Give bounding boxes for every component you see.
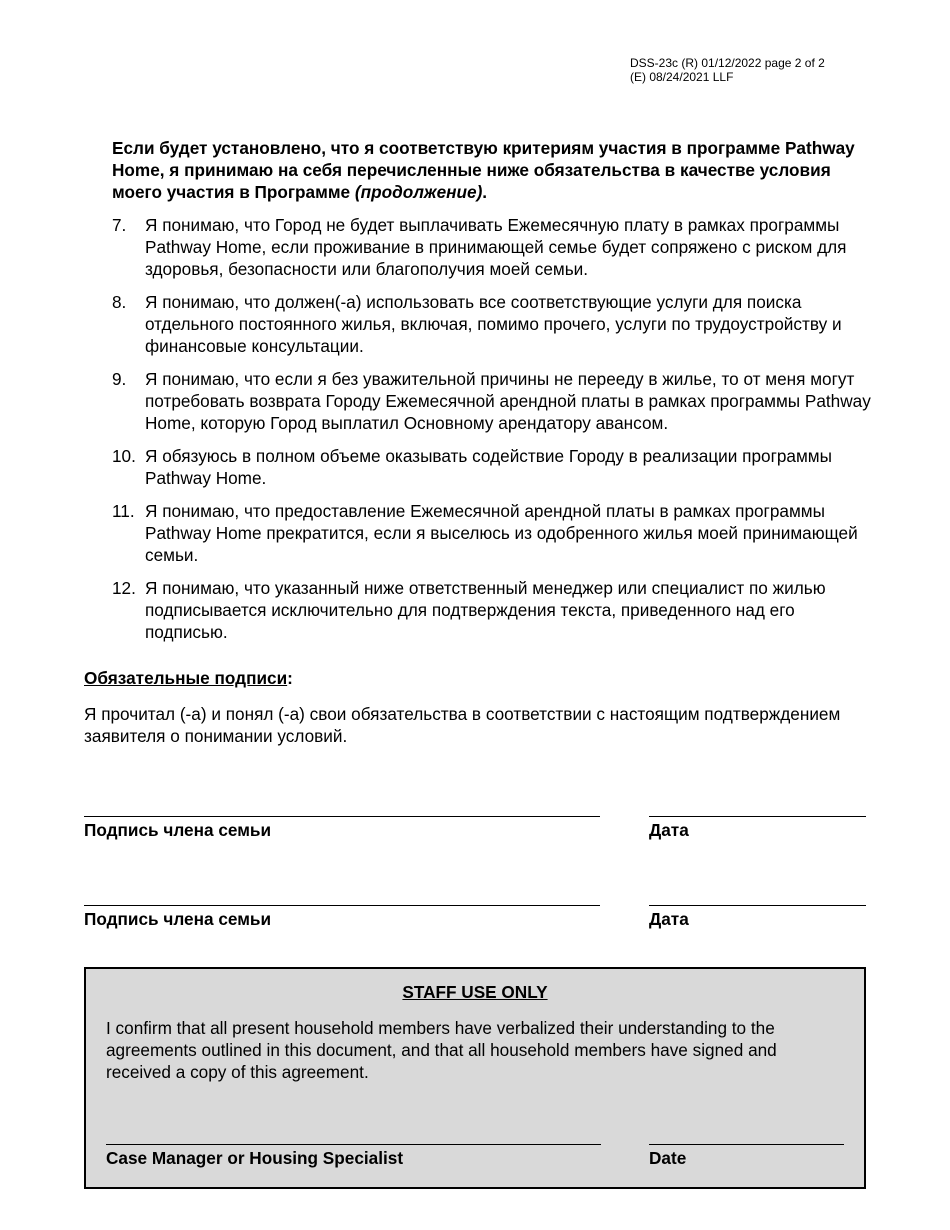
obligations-list	[112, 214, 882, 654]
item-text: Я понимаю, что Город не будет выплачивать Ежемесячную плату в рамках программы Pathway Home, если проживание в принимающей семье будет сопряжено с риском для здоровья, безопасности или благополучия моей семьи.	[145, 215, 847, 279]
item-number: 7.	[112, 215, 127, 235]
date-line-1[interactable]	[649, 816, 866, 817]
staff-date-label: Date	[649, 1148, 687, 1168]
date-label-2: Дата	[649, 909, 689, 929]
staff-confirmation-text: I confirm that all present household members have verbalized their understanding to the agreements outlined in this document, and that all household members have signed and received a copy of this agreement.	[106, 1018, 777, 1082]
intro-period: .	[482, 182, 488, 202]
list-item	[112, 214, 882, 280]
item-number: 11.	[112, 501, 135, 521]
list-item	[112, 368, 882, 434]
form-code-line-1: DSS-23c (R) 01/12/2022 page 2 of 2	[630, 56, 825, 70]
date-label-1: Дата	[649, 820, 689, 840]
intro-paragraph	[112, 137, 872, 203]
list-item	[112, 577, 882, 643]
item-text: Я понимаю, что если я без уважительной причины не перееду в жилье, то от меня могут потребовать возврата Городу Ежемесячной арендной платы в рамках программы Pathway Home, которую Город выплатил Основному арендатору авансом.	[145, 369, 871, 433]
intro-text: Если будет установлено, что я соответствую критериям участия в программе Pathway Home, я принимаю на себя перечисленные ниже обязательства в качестве условия моего участия в Программе	[112, 138, 855, 202]
item-number: 10.	[112, 446, 136, 466]
signatures-heading-colon: :	[287, 668, 293, 688]
manager-signature-line[interactable]	[106, 1144, 601, 1145]
staff-use-box	[84, 967, 866, 1189]
signatures-heading	[84, 668, 293, 689]
item-text: Я понимаю, что предоставление Ежемесячной арендной платы в рамках программы Pathway Home прекратится, если я выселюсь из одобренного жилья моей принимающей семьи.	[145, 501, 858, 565]
form-code	[630, 56, 825, 84]
member-signature-label-1: Подпись члена семьи	[84, 820, 272, 840]
member-signature-line-1[interactable]	[84, 816, 600, 817]
item-text: Я обязуюсь в полном объеме оказывать содействие Городу в реализации программы Pathway Home.	[145, 446, 832, 488]
member-signature-label-2: Подпись члена семьи	[84, 909, 272, 929]
item-text: Я понимаю, что указанный ниже ответственный менеджер или специалист по жилью подписывается исключительно для подтверждения текста, приведенного над его подписью.	[145, 578, 826, 642]
acknowledgement-text: Я прочитал (-а) и понял (-а) свои обязательства в соответствии с настоящим подтверждением заявителя о понимании условий.	[84, 704, 841, 746]
date-line-2[interactable]	[649, 905, 866, 906]
list-item	[112, 445, 882, 489]
item-text: Я понимаю, что должен(-а) использовать все соответствующие услуги для поиска отдельного постоянного жилья, включая, помимо прочего, услуги по трудоустройству и финансовые консультации.	[145, 292, 842, 356]
member-signature-line-2[interactable]	[84, 905, 600, 906]
staff-date-line[interactable]	[649, 1144, 844, 1145]
list-item	[112, 500, 882, 566]
item-number: 12.	[112, 578, 136, 598]
manager-signature-label: Case Manager or Housing Specialist	[106, 1148, 404, 1168]
signatures-heading-text: Обязательные подписи	[84, 668, 288, 688]
form-code-line-2: (E) 08/24/2021 LLF	[630, 70, 734, 84]
staff-use-title: STAFF USE ONLY	[402, 982, 548, 1002]
item-number: 8.	[112, 292, 127, 312]
list-item	[112, 291, 882, 357]
item-number: 9.	[112, 369, 127, 389]
intro-continued: (продолжение)	[354, 182, 483, 202]
